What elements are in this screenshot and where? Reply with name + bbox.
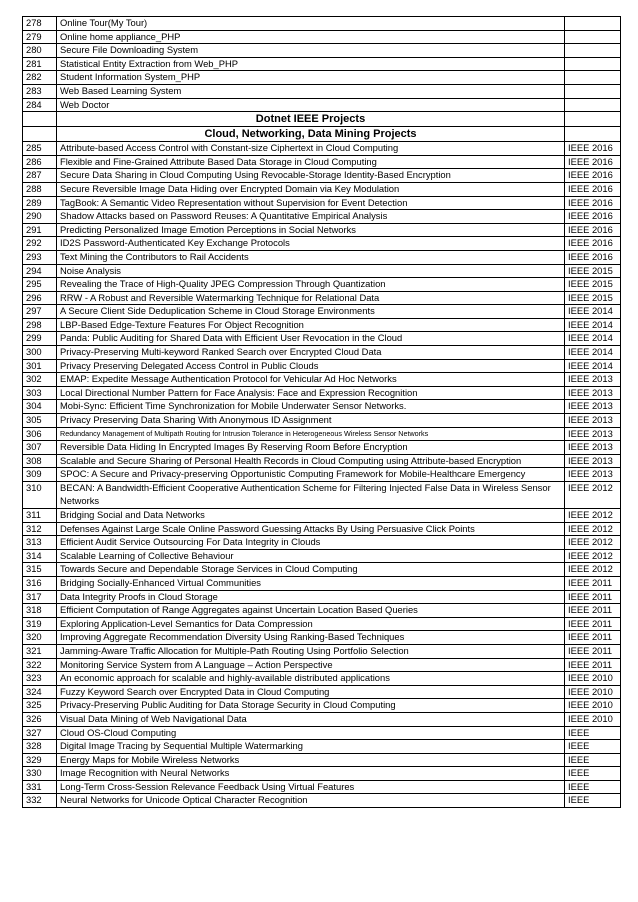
row-year: IEEE [565, 726, 621, 740]
table-row [23, 332, 621, 346]
table-row [23, 98, 621, 112]
table-row [23, 44, 621, 58]
table-row [23, 346, 621, 360]
row-year: IEEE 2011 [565, 604, 621, 618]
row-year: IEEE 2015 [565, 278, 621, 292]
row-year [565, 98, 621, 112]
table-row [23, 427, 621, 441]
row-title: Panda: Public Auditing for Shared Data with Efficient User Revocation in the Cloud [57, 332, 565, 346]
row-number: 296 [23, 291, 57, 305]
row-number: 303 [23, 386, 57, 400]
row-title: Image Recognition with Neural Networks [57, 767, 565, 781]
row-year: IEEE 2012 [565, 536, 621, 550]
row-year: IEEE 2014 [565, 305, 621, 319]
row-year: IEEE 2012 [565, 482, 621, 509]
row-year: IEEE 2016 [565, 237, 621, 251]
table-row [23, 576, 621, 590]
table-row [23, 182, 621, 196]
table-row [23, 644, 621, 658]
row-number: 285 [23, 142, 57, 156]
row-number: 332 [23, 794, 57, 808]
row-title: Bridging Social and Data Networks [57, 509, 565, 523]
row-number: 314 [23, 549, 57, 563]
row-title: Privacy-Preserving Public Auditing for Data Storage Security in Cloud Computing [57, 699, 565, 713]
table-row [23, 305, 621, 319]
row-number: 301 [23, 359, 57, 373]
table-row [23, 780, 621, 794]
table-row [23, 604, 621, 618]
row-year: IEEE 2015 [565, 264, 621, 278]
row-year: IEEE 2014 [565, 332, 621, 346]
row-year: IEEE [565, 740, 621, 754]
row-title: Monitoring Service System from A Language – Action Perspective [57, 658, 565, 672]
row-title: Online home appliance_PHP [57, 30, 565, 44]
table-row [23, 726, 621, 740]
section-title-row [23, 112, 621, 127]
table-row [23, 30, 621, 44]
row-year: IEEE 2011 [565, 658, 621, 672]
row-year [565, 57, 621, 71]
row-number: 320 [23, 631, 57, 645]
table-row [23, 617, 621, 631]
row-year: IEEE 2011 [565, 576, 621, 590]
row-title: Web Doctor [57, 98, 565, 112]
row-number: 311 [23, 509, 57, 523]
table-row [23, 631, 621, 645]
row-number: 306 [23, 427, 57, 441]
row-number: 297 [23, 305, 57, 319]
row-number: 292 [23, 237, 57, 251]
row-title: Statistical Entity Extraction from Web_PHP [57, 57, 565, 71]
row-title: Scalable and Secure Sharing of Personal Health Records in Cloud Computing using Attribute-based Encryption [57, 454, 565, 468]
table-row [23, 57, 621, 71]
table-row [23, 155, 621, 169]
row-title: Revealing the Trace of High-Quality JPEG Compression Through Quantization [57, 278, 565, 292]
row-number: 284 [23, 98, 57, 112]
row-year: IEEE 2013 [565, 454, 621, 468]
row-number: 309 [23, 468, 57, 482]
row-number: 286 [23, 155, 57, 169]
row-title: Scalable Learning of Collective Behaviour [57, 549, 565, 563]
table-row [23, 223, 621, 237]
row-number: 291 [23, 223, 57, 237]
table-row [23, 386, 621, 400]
row-number: 318 [23, 604, 57, 618]
row-year: IEEE [565, 794, 621, 808]
row-number: 278 [23, 17, 57, 31]
table-row [23, 590, 621, 604]
row-year: IEEE [565, 780, 621, 794]
row-title: Data Integrity Proofs in Cloud Storage [57, 590, 565, 604]
row-number: 316 [23, 576, 57, 590]
table-row [23, 169, 621, 183]
row-number: 294 [23, 264, 57, 278]
table-row [23, 250, 621, 264]
row-number: 288 [23, 182, 57, 196]
row-title: Visual Data Mining of Web Navigational Data [57, 712, 565, 726]
row-year: IEEE [565, 767, 621, 781]
row-title: LBP-Based Edge-Texture Features For Object Recognition [57, 318, 565, 332]
row-title: Efficient Audit Service Outsourcing For Data Integrity in Clouds [57, 536, 565, 550]
row-year: IEEE 2012 [565, 563, 621, 577]
row-number: 279 [23, 30, 57, 44]
row-year: IEEE 2011 [565, 617, 621, 631]
table-row [23, 699, 621, 713]
row-number: 321 [23, 644, 57, 658]
row-title: A Secure Client Side Deduplication Scheme in Cloud Storage Environments [57, 305, 565, 319]
row-number: 287 [23, 169, 57, 183]
row-year: IEEE 2012 [565, 522, 621, 536]
table-row [23, 210, 621, 224]
row-year: IEEE 2016 [565, 182, 621, 196]
row-number: 280 [23, 44, 57, 58]
row-year: IEEE 2016 [565, 155, 621, 169]
row-title: Improving Aggregate Recommendation Diversity Using Ranking-Based Techniques [57, 631, 565, 645]
row-year: IEEE 2013 [565, 468, 621, 482]
row-year: IEEE 2012 [565, 549, 621, 563]
row-number: 310 [23, 482, 57, 509]
row-year: IEEE 2016 [565, 223, 621, 237]
row-year: IEEE 2010 [565, 685, 621, 699]
table-row [23, 441, 621, 455]
row-title: Reversible Data Hiding In Encrypted Images By Reserving Room Before Encryption [57, 441, 565, 455]
section-title-blank-year [565, 112, 621, 127]
table-row [23, 658, 621, 672]
row-year: IEEE 2016 [565, 169, 621, 183]
table-row [23, 359, 621, 373]
row-year [565, 84, 621, 98]
row-number: 312 [23, 522, 57, 536]
row-number: 282 [23, 71, 57, 85]
row-number: 331 [23, 780, 57, 794]
row-title: Shadow Attacks based on Password Reuses: A Quantitative Empirical Analysis [57, 210, 565, 224]
row-year: IEEE 2010 [565, 712, 621, 726]
row-title: Predicting Personalized Image Emotion Perceptions in Social Networks [57, 223, 565, 237]
row-title: Flexible and Fine-Grained Attribute Based Data Storage in Cloud Computing [57, 155, 565, 169]
row-number: 290 [23, 210, 57, 224]
table-row [23, 278, 621, 292]
table-row [23, 522, 621, 536]
row-title: SPOC: A Secure and Privacy-preserving Opportunistic Computing Framework for Mobile-Healthcare Emergency [57, 468, 565, 482]
table-row [23, 71, 621, 85]
row-title: Jamming-Aware Traffic Allocation for Multiple-Path Routing Using Portfolio Selection [57, 644, 565, 658]
top-table-body [23, 17, 621, 112]
row-year [565, 30, 621, 44]
row-number: 313 [23, 536, 57, 550]
row-title: Neural Networks for Unicode Optical Character Recognition [57, 794, 565, 808]
table-row [23, 454, 621, 468]
row-number: 298 [23, 318, 57, 332]
row-number: 300 [23, 346, 57, 360]
row-title: Student Information System_PHP [57, 71, 565, 85]
row-year: IEEE [565, 753, 621, 767]
row-number: 319 [23, 617, 57, 631]
row-number: 327 [23, 726, 57, 740]
row-number: 304 [23, 400, 57, 414]
row-title: Energy Maps for Mobile Wireless Networks [57, 753, 565, 767]
table-row [23, 549, 621, 563]
row-year: IEEE 2011 [565, 644, 621, 658]
row-title: Secure File Downloading System [57, 44, 565, 58]
table-row [23, 482, 621, 509]
row-number: 289 [23, 196, 57, 210]
row-year: IEEE 2013 [565, 427, 621, 441]
section-header-body [23, 112, 621, 142]
row-year: IEEE 2014 [565, 318, 621, 332]
table-row [23, 291, 621, 305]
table-row [23, 84, 621, 98]
row-title: Attribute-based Access Control with Constant-size Ciphertext in Cloud Computing [57, 142, 565, 156]
table-row [23, 536, 621, 550]
row-title: Fuzzy Keyword Search over Encrypted Data in Cloud Computing [57, 685, 565, 699]
row-number: 281 [23, 57, 57, 71]
section-title-blank-num [23, 112, 57, 127]
row-title: An economic approach for scalable and highly-available distributed applications [57, 672, 565, 686]
table-row [23, 753, 621, 767]
table-row [23, 685, 621, 699]
row-year: IEEE 2013 [565, 373, 621, 387]
row-number: 293 [23, 250, 57, 264]
row-year [565, 44, 621, 58]
row-year: IEEE 2016 [565, 196, 621, 210]
section-subtitle-blank-year [565, 127, 621, 142]
row-title: TagBook: A Semantic Video Representation without Supervision for Event Detection [57, 196, 565, 210]
row-title: Cloud OS-Cloud Computing [57, 726, 565, 740]
table-row [23, 142, 621, 156]
row-title: Secure Data Sharing in Cloud Computing Using Revocable-Storage Identity-Based Encryption [57, 169, 565, 183]
table-row [23, 563, 621, 577]
row-title: Bridging Socially-Enhanced Virtual Communities [57, 576, 565, 590]
row-number: 328 [23, 740, 57, 754]
table-row [23, 17, 621, 31]
row-year [565, 71, 621, 85]
row-year: IEEE 2013 [565, 414, 621, 428]
table-row [23, 767, 621, 781]
row-year: IEEE 2016 [565, 210, 621, 224]
row-title: RRW - A Robust and Reversible Watermarking Technique for Relational Data [57, 291, 565, 305]
section-subtitle-row [23, 127, 621, 142]
row-number: 322 [23, 658, 57, 672]
row-title: Efficient Computation of Range Aggregates against Uncertain Location Based Queries [57, 604, 565, 618]
row-year [565, 17, 621, 31]
row-title: Privacy Preserving Delegated Access Control in Public Clouds [57, 359, 565, 373]
table-row [23, 373, 621, 387]
row-title: ID2S Password-Authenticated Key Exchange Protocols [57, 237, 565, 251]
row-number: 305 [23, 414, 57, 428]
row-year: IEEE 2010 [565, 672, 621, 686]
table-row [23, 400, 621, 414]
row-year: IEEE 2012 [565, 509, 621, 523]
row-title: Redundancy Management of Multipath Routing for Intrusion Tolerance in Heterogeneous Wireless Sensor Networks [57, 427, 565, 441]
project-table [22, 16, 621, 808]
row-year: IEEE 2016 [565, 142, 621, 156]
row-year: IEEE 2016 [565, 250, 621, 264]
row-number: 283 [23, 84, 57, 98]
row-number: 302 [23, 373, 57, 387]
row-title: Privacy-Preserving Multi-keyword Ranked Search over Encrypted Cloud Data [57, 346, 565, 360]
table-row [23, 712, 621, 726]
row-year: IEEE 2014 [565, 346, 621, 360]
row-number: 326 [23, 712, 57, 726]
table-row [23, 794, 621, 808]
row-number: 295 [23, 278, 57, 292]
table-row [23, 468, 621, 482]
row-title: BECAN: A Bandwidth-Efficient Cooperative Authentication Scheme for Filtering Injected False Data in Wireless Sensor Networks [57, 482, 565, 509]
row-year: IEEE 2013 [565, 441, 621, 455]
row-title: Secure Reversible Image Data Hiding over Encrypted Domain via Key Modulation [57, 182, 565, 196]
row-year: IEEE 2013 [565, 400, 621, 414]
row-number: 315 [23, 563, 57, 577]
row-title: Exploring Application-Level Semantics for Data Compression [57, 617, 565, 631]
row-year: IEEE 2015 [565, 291, 621, 305]
row-title: Long-Term Cross-Session Relevance Feedback Using Virtual Features [57, 780, 565, 794]
row-year: IEEE 2013 [565, 386, 621, 400]
row-year: IEEE 2011 [565, 631, 621, 645]
row-number: 324 [23, 685, 57, 699]
row-number: 307 [23, 441, 57, 455]
row-title: Digital Image Tracing by Sequential Multiple Watermarking [57, 740, 565, 754]
table-row [23, 740, 621, 754]
row-title: Privacy Preserving Data Sharing With Anonymous ID Assignment [57, 414, 565, 428]
row-title: Towards Secure and Dependable Storage Services in Cloud Computing [57, 563, 565, 577]
row-number: 308 [23, 454, 57, 468]
row-year: IEEE 2011 [565, 590, 621, 604]
row-title: Web Based Learning System [57, 84, 565, 98]
table-row [23, 237, 621, 251]
row-number: 317 [23, 590, 57, 604]
main-table-body [23, 142, 621, 808]
section-title: Dotnet IEEE Projects [57, 112, 565, 127]
row-title: Defenses Against Large Scale Online Password Guessing Attacks By Using Persuasive Click Points [57, 522, 565, 536]
table-row [23, 672, 621, 686]
row-title: EMAP: Expedite Message Authentication Protocol for Vehicular Ad Hoc Networks [57, 373, 565, 387]
row-title: Mobi-Sync: Efficient Time Synchronization for Mobile Underwater Sensor Networks. [57, 400, 565, 414]
section-subtitle: Cloud, Networking, Data Mining Projects [57, 127, 565, 142]
table-row [23, 318, 621, 332]
table-row [23, 414, 621, 428]
table-row [23, 264, 621, 278]
table-row [23, 196, 621, 210]
row-title: Noise Analysis [57, 264, 565, 278]
row-number: 325 [23, 699, 57, 713]
row-number: 330 [23, 767, 57, 781]
row-title: Local Directional Number Pattern for Face Analysis: Face and Expression Recognition [57, 386, 565, 400]
row-title: Text Mining the Contributors to Rail Accidents [57, 250, 565, 264]
row-number: 299 [23, 332, 57, 346]
row-number: 323 [23, 672, 57, 686]
section-subtitle-blank-num [23, 127, 57, 142]
row-number: 329 [23, 753, 57, 767]
row-year: IEEE 2014 [565, 359, 621, 373]
table-row [23, 509, 621, 523]
row-year: IEEE 2010 [565, 699, 621, 713]
row-title: Online Tour(My Tour) [57, 17, 565, 31]
